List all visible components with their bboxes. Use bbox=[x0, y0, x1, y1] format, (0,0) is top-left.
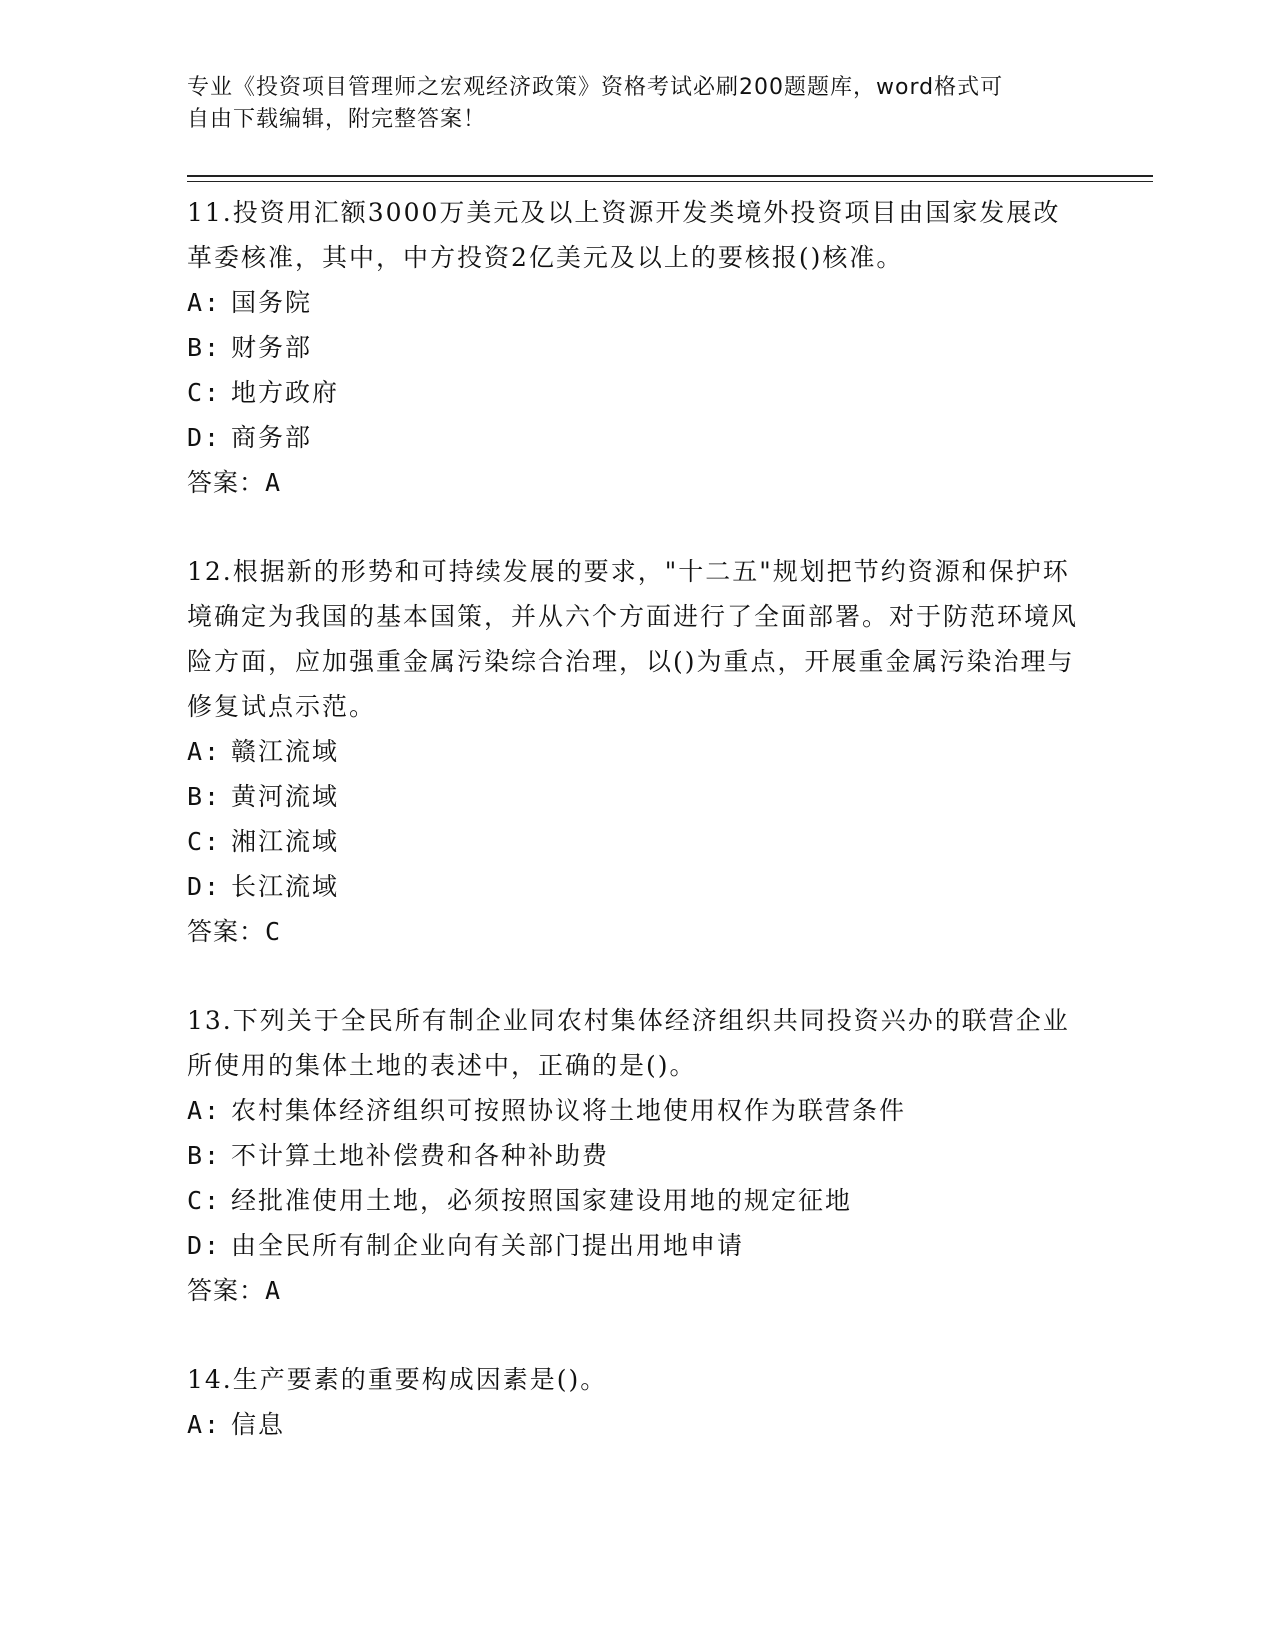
option-letter: D: bbox=[187, 1231, 222, 1260]
option-letter: C: bbox=[187, 827, 222, 856]
question-12 bbox=[187, 549, 1087, 954]
option-letter: A: bbox=[187, 288, 222, 317]
option-letter: A: bbox=[187, 1096, 222, 1125]
option-letter: B: bbox=[187, 782, 222, 811]
option-text: 由全民所有制企业向有关部门提出用地申请 bbox=[231, 1231, 745, 1260]
option-letter: D: bbox=[187, 872, 222, 901]
option-letter: C: bbox=[187, 378, 222, 407]
answer-line bbox=[187, 909, 1087, 954]
option-text: 财务部 bbox=[231, 333, 313, 362]
option-text: 地方政府 bbox=[231, 378, 340, 407]
option-a bbox=[187, 729, 1087, 774]
header-line-1: 专业《投资项目管理师之宏观经济政策》资格考试必刷200题题库，word格式可 bbox=[187, 75, 1004, 100]
answer-label: 答案： bbox=[187, 468, 266, 497]
option-text: 信息 bbox=[231, 1410, 286, 1439]
question-text: 14.生产要素的重要构成因素是()。 bbox=[187, 1365, 608, 1394]
option-text: 赣江流域 bbox=[231, 737, 340, 766]
option-a bbox=[187, 1088, 1087, 1133]
question-text: 11.投资用汇额3000万美元及以上资源开发类境外投资项目由国家发展改革委核准，其中，中方投资2亿美元及以上的要核报()核准。 bbox=[187, 198, 1061, 272]
option-c bbox=[187, 819, 1087, 864]
option-c bbox=[187, 1178, 1087, 1223]
answer-value: C bbox=[265, 917, 282, 946]
header-divider-thin bbox=[187, 181, 1153, 182]
option-d bbox=[187, 415, 1087, 460]
header-divider-thick bbox=[187, 175, 1153, 177]
option-text: 长江流域 bbox=[231, 872, 340, 901]
question-list bbox=[187, 190, 1087, 1491]
option-d bbox=[187, 1223, 1087, 1268]
header-line-2: 自由下载编辑，附完整答案！ bbox=[187, 107, 487, 132]
option-text: 农村集体经济组织可按照协议将土地使用权作为联营条件 bbox=[231, 1096, 907, 1125]
answer-label: 答案： bbox=[187, 1276, 266, 1305]
answer-line bbox=[187, 460, 1087, 505]
question-text: 12.根据新的形势和可持续发展的要求，"十二五"规划把节约资源和保护环境确定为我国的基本国策，并从六个方面进行了全面部署。对于防范环境风险方面，应加强重金属污染综合治理，以()为重点，开展重金属污染治理与修复试点示范。 bbox=[187, 557, 1079, 721]
option-a bbox=[187, 1402, 1087, 1447]
question-text: 13.下列关于全民所有制企业同农村集体经济组织共同投资兴办的联营企业所使用的集体土地的表述中，正确的是()。 bbox=[187, 1006, 1070, 1080]
option-b bbox=[187, 325, 1087, 370]
option-letter: D: bbox=[187, 423, 222, 452]
option-text: 湘江流域 bbox=[231, 827, 340, 856]
option-c bbox=[187, 370, 1087, 415]
answer-line bbox=[187, 1268, 1087, 1313]
option-a bbox=[187, 280, 1087, 325]
option-text: 国务院 bbox=[231, 288, 313, 317]
document-header bbox=[187, 72, 1067, 136]
question-14 bbox=[187, 1357, 1087, 1447]
answer-value: A bbox=[265, 1276, 282, 1305]
option-text: 不计算土地补偿费和各种补助费 bbox=[231, 1141, 610, 1170]
option-letter: B: bbox=[187, 333, 222, 362]
option-letter: A: bbox=[187, 1410, 222, 1439]
option-text: 商务部 bbox=[231, 423, 313, 452]
option-b bbox=[187, 1133, 1087, 1178]
option-letter: A: bbox=[187, 737, 222, 766]
option-d bbox=[187, 864, 1087, 909]
question-13 bbox=[187, 998, 1087, 1313]
option-letter: C: bbox=[187, 1186, 222, 1215]
answer-value: A bbox=[265, 468, 282, 497]
option-b bbox=[187, 774, 1087, 819]
option-text: 黄河流域 bbox=[231, 782, 340, 811]
option-letter: B: bbox=[187, 1141, 222, 1170]
option-text: 经批准使用土地，必须按照国家建设用地的规定征地 bbox=[231, 1186, 853, 1215]
question-11 bbox=[187, 190, 1087, 505]
answer-label: 答案： bbox=[187, 917, 266, 946]
